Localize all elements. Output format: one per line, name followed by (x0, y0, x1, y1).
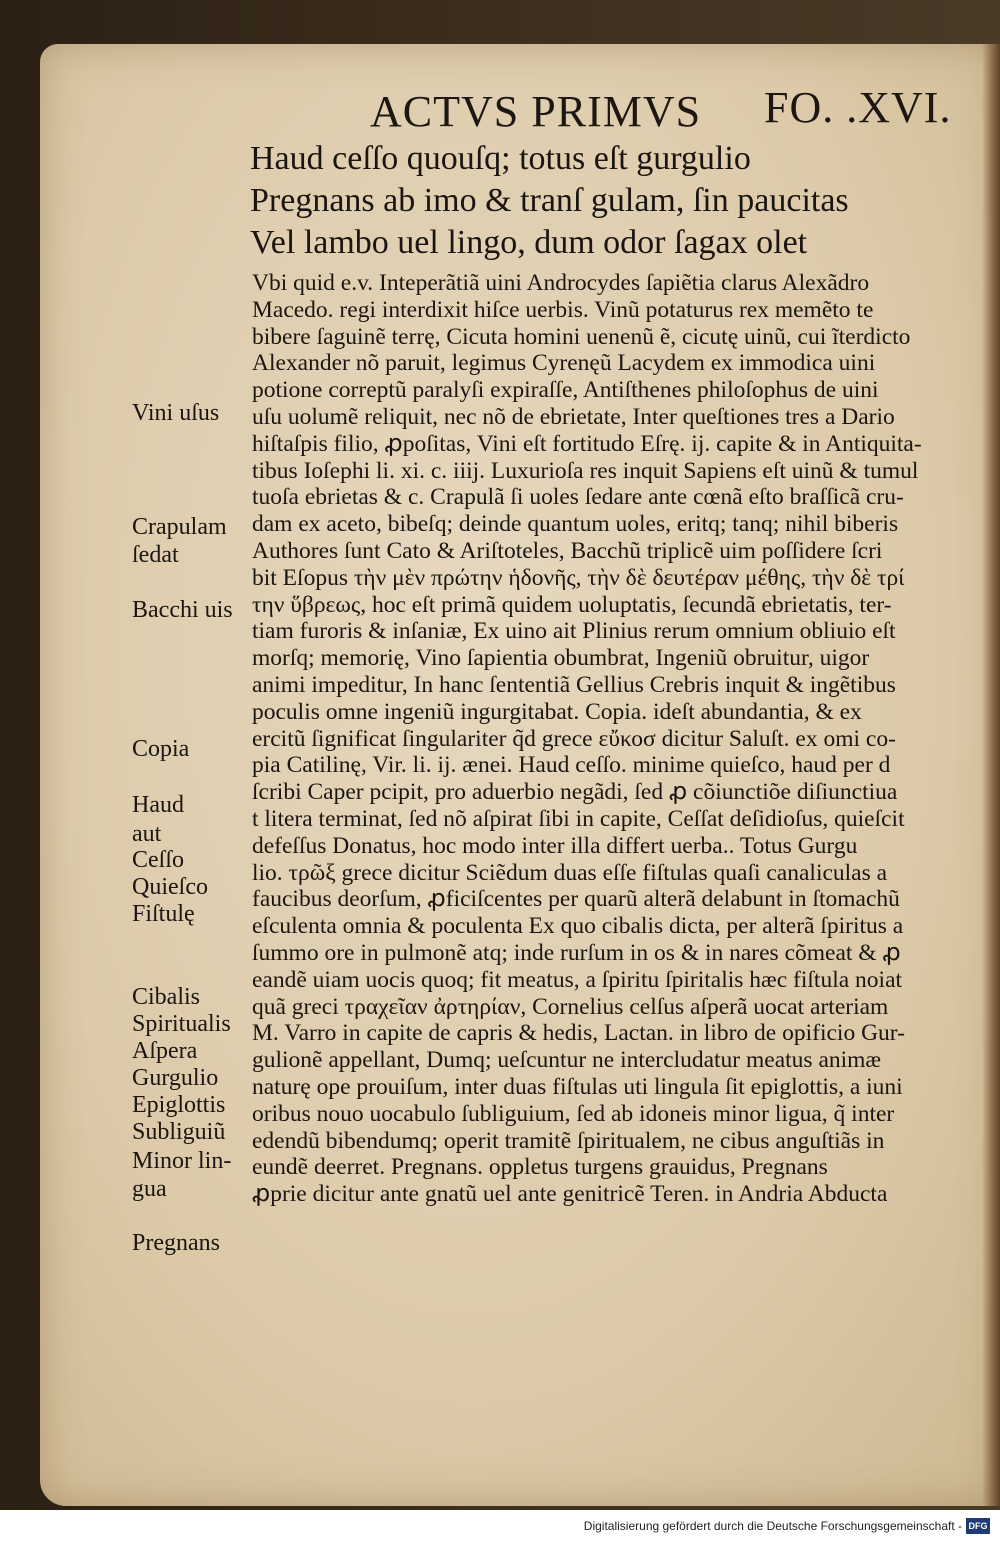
commentary-line: tiam furoris & inſaniæ, Ex uino ait Plinius rerum omnium obliuio eſt (252, 618, 896, 645)
commentary-line: tibus Ioſephi li. xi. c. iiij. Luxurioſa res inquit Sapiens eſt uinũ & tumul (252, 457, 919, 484)
margin-note: Cibalis (132, 984, 201, 1010)
margin-note: gua (132, 1176, 167, 1202)
commentary-line: lio. τρῶξ grece dicitur Sciẽdum duas eſſe fiſtulas quaſi canaliculas a (252, 859, 888, 886)
commentary-line: ꝓprie dicitur ante gnatũ uel ante genitricẽ Teren. in Andria Abducta (252, 1181, 888, 1208)
commentary-line: quã greci τραχεῖαν ἀρτηρίαν, Cornelius celſus aſperã uocat arteriam (252, 993, 889, 1020)
margin-note: Epiglottis (132, 1092, 226, 1118)
margin-note: aut (132, 821, 162, 847)
commentary-line: M. Varro in capite de capris & hedis, Lactan. in libro de opificio Gur- (252, 1020, 905, 1047)
margin-note: Copia (132, 736, 190, 762)
margin-note: ſedat (132, 542, 179, 568)
footer-bar (0, 1510, 1000, 1548)
commentary-line: την ὕβρεως, hoc eſt primã quidem uoluptatis, ſecundã ebrietatis, ter- (252, 591, 892, 618)
commentary-line: bibere ſaguinẽ terrę, Cicuta homini uenenũ ẽ, cicutę uinũ, cui ĩterdicto (252, 323, 911, 350)
verse-block (250, 138, 849, 264)
dfg-logo: DFG (966, 1518, 990, 1534)
commentary-line: bit Eſopus τὴν μὲν πρώτην ἡδονῆς, τὴν δὲ δευτέραν μέθης, τὴν δὲ τρί (252, 564, 905, 591)
margin-note: Aſpera (132, 1038, 198, 1064)
commentary-line: edendũ bibendumq; operit tramitẽ ſpiritualem, ne cibus anguſtiãs in (252, 1127, 885, 1154)
commentary-block (252, 270, 972, 1208)
funding-credit: Digitalisierung gefördert durch die Deutsche Forschungsgemeinschaft - (583, 1519, 962, 1533)
commentary-line: eandẽ uiam uocis quoq; fit meatus, a ſpiritu ſpiritalis hæc fiſtula noiat (252, 966, 903, 993)
commentary-line: pia Catilinę, Vir. li. ij. ænei. Haud ceſſo. minime quieſco, haud per d (252, 752, 891, 779)
commentary-line: tuoſa ebrietas & c. Crapulã ſi uoles ſedare ante cœnã eſto braſſicã cru- (252, 484, 904, 511)
margin-note: Minor lin- (132, 1148, 232, 1174)
commentary-line: morſq; memorię, Vino ſapientia obumbrat, Ingeniũ obruitur, uigor (252, 645, 870, 672)
book-page (40, 44, 1000, 1506)
margin-note: Haud (132, 792, 184, 818)
commentary-line: ercitũ ſignificat ſingulariter q̃d grece εὔκοσ dicitur Saluſt. ex omi co- (252, 725, 896, 752)
verse-line: Haud ceſſo quouſq; totus eſt gurgulio (250, 140, 751, 177)
commentary-line: potione correptũ paralyſi expiraſſe, Antiſthenes philoſophus de uini (252, 377, 879, 404)
margin-note: Spiritualis (132, 1011, 231, 1037)
commentary-line: Macedo. regi interdixit hiſce uerbis. Vinũ potaturus rex memẽto te (252, 296, 874, 323)
page-edge (982, 44, 1000, 1506)
margin-note: Crapulam (132, 514, 227, 540)
commentary-line: Alexander nõ paruit, legimus Cyrenęũ Lacydem ex immodica uini (252, 350, 876, 377)
commentary-line: defeſſus Donatus, hoc modo inter illa differt uerba.. Totus Gurgu (252, 832, 858, 859)
commentary-line: hiſtaſpis filio, ꝓpoſitas, Vini eſt fortitudo Eſrę. ij. capite & in Antiquita- (252, 430, 922, 457)
folio-number: FO. .XVI. (764, 83, 952, 132)
margin-note: Gurgulio (132, 1065, 219, 1091)
margin-note: Subliguiũ (132, 1119, 226, 1145)
margin-note: Ceſſo (132, 847, 184, 873)
margin-note: Bacchi uis (132, 597, 233, 623)
commentary-line: poculis omne ingeniũ ingurgitabat. Copia. ideſt abundantia, & ex (252, 698, 862, 725)
margin-note: Pregnans (132, 1230, 220, 1256)
commentary-line: ſcribi Caper pcipit, pro aduerbio negãdi, ſed ꝓ cõiunctiõe diſiunctiua (252, 779, 898, 806)
commentary-line: Authores ſunt Cato & Ariſtoteles, Bacchũ triplicẽ uim poſſidere ſcri (252, 537, 883, 564)
commentary-line: eundẽ deerret. Pregnans. oppletus turgens grauidus, Pregnans (252, 1154, 828, 1181)
margin-note: Vini uſus (132, 400, 220, 426)
commentary-line: oribus nouo uocabulo ſubliguium, ſed ab idoneis minor ligua, q̃ inter (252, 1100, 895, 1127)
commentary-line: eſculenta omnia & poculenta Ex quo cibalis dicta, per alterã ſpiritus a (252, 913, 904, 940)
commentary-line: gulionẽ appellant, Dumq; ueſcuntur ne intercludatur meatus animæ (252, 1047, 882, 1074)
commentary-line: animi impeditur, In hanc ſententiã Gellius Crebris inquit & ingẽtibus (252, 671, 896, 698)
commentary-line: naturę ope prouiſum, inter duas fiſtulas uti lingula ſit epiglottis, a iuni (252, 1073, 903, 1100)
commentary-line: dam ex aceto, bibeſq; deinde quantum uoles, eritq; tanq; nihil biberis (252, 511, 899, 538)
verse-line: Vel lambo uel lingo, dum odor ſagax olet (250, 224, 808, 261)
commentary-line: uſu uolumẽ reliquit, nec nõ de ebrietate, Inter queſtiones tres a Dario (252, 403, 895, 430)
margin-note: Quieſco (132, 874, 208, 900)
commentary-line: faucibus deorſum, ꝓficiſcentes per quarũ alterã delabunt in ſtomachũ (252, 886, 900, 913)
commentary-line: t litera terminat, ſed nõ aſpirat ſibi in capite, Ceſſat deſidioſus, quieſcit (252, 805, 905, 832)
running-head: ACTVS PRIMVS (370, 87, 702, 136)
commentary-line: ſummo ore in pulmonẽ atq; inde rurſum in os & in nares cõmeat & ꝓ (252, 939, 901, 966)
commentary-line: Vbi quid e.v. Inteperãtiã uini Androcydes ſapiẽtia clarus Alexãdro (252, 270, 870, 296)
verse-line: Pregnans ab imo & tranſ gulam, ſin paucitas (250, 182, 849, 219)
margin-note: Fiſtulę (132, 901, 195, 927)
